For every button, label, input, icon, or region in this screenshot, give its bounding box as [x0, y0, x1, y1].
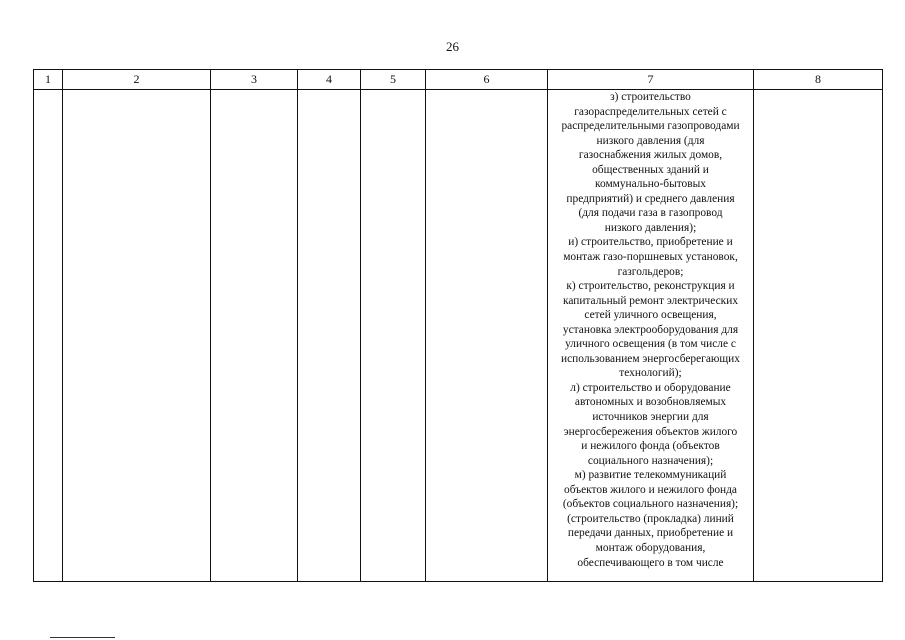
- text-line: обеспечивающего в том числе: [577, 556, 724, 569]
- cell-col-5: [361, 90, 426, 582]
- text-line: низкого давления);: [604, 221, 697, 234]
- text-line: объектов жилого и нежилого фонда: [564, 483, 737, 496]
- cell-col-3: [211, 90, 298, 582]
- column-header-2: 2: [63, 70, 211, 90]
- cell-col-1: [34, 90, 63, 582]
- table-row: [34, 90, 883, 582]
- text-line: распределительными газопроводами: [561, 120, 740, 133]
- text-line: передачи данных, приобретение и: [567, 527, 734, 540]
- text-line: сетей уличного освещения,: [584, 309, 717, 322]
- text-line: к) строительство, реконструкция и: [566, 280, 735, 293]
- text-line: газгольдеров;: [617, 265, 684, 278]
- text-line: капитальный ремонт электрических: [562, 294, 739, 307]
- document-table: [33, 69, 883, 582]
- column-header-1: 1: [34, 70, 63, 90]
- cell-col-2: [63, 90, 211, 582]
- cell-col-7-text: [548, 90, 754, 582]
- text-line: коммунально-бытовых: [595, 178, 706, 191]
- text-line: низкого давления (для: [596, 134, 705, 147]
- column-header-5: 5: [361, 70, 426, 90]
- cell-col-6: [426, 90, 548, 582]
- text-line: автономных и возобновляемых: [574, 396, 727, 409]
- footnote-divider: [50, 637, 115, 638]
- text-line: энергосбережения объектов жилого: [563, 425, 738, 438]
- text-line: газоснабжения жилых домов,: [578, 149, 723, 162]
- text-line: (для подачи газа в газопровод: [578, 207, 723, 220]
- page-number: 26: [446, 39, 459, 54]
- cell-col-8: [754, 90, 883, 582]
- text-line: использованием энергосберегающих: [561, 352, 740, 365]
- text-line: уличного освещения (в том числе с: [565, 338, 736, 351]
- column-header-3: 3: [211, 70, 298, 90]
- text-line: общественных зданий и: [592, 163, 709, 176]
- text-line: л) строительство и оборудование: [570, 381, 731, 394]
- text-line: и нежилого фонда (объектов: [581, 440, 720, 453]
- text-line: установка электрооборудования для: [562, 323, 739, 336]
- text-line: монтаж газо-поршневых установок,: [563, 251, 738, 264]
- text-line: монтаж оборудования,: [595, 541, 706, 554]
- column-header-8: 8: [754, 70, 883, 90]
- column-header-4: 4: [298, 70, 361, 90]
- text-line: технологий);: [619, 367, 682, 380]
- text-line: социального назначения);: [587, 454, 714, 467]
- text-line: м) развитие телекоммуникаций: [574, 469, 727, 482]
- column-header-6: 6: [426, 70, 548, 90]
- column-header-7: 7: [548, 70, 754, 90]
- text-line: предприятий) и среднего давления: [566, 192, 735, 205]
- text-line: газораспределительных сетей с: [574, 105, 727, 118]
- cell-col-4: [298, 90, 361, 582]
- text-line: и) строительство, приобретение и: [568, 236, 733, 249]
- text-line: з) строительство: [610, 91, 691, 103]
- text-line: (строительство (прокладка) линий: [567, 512, 734, 525]
- text-line: (объектов социального назначения);: [562, 498, 739, 511]
- header-row: [34, 70, 883, 90]
- text-line: источников энергии для: [592, 411, 709, 424]
